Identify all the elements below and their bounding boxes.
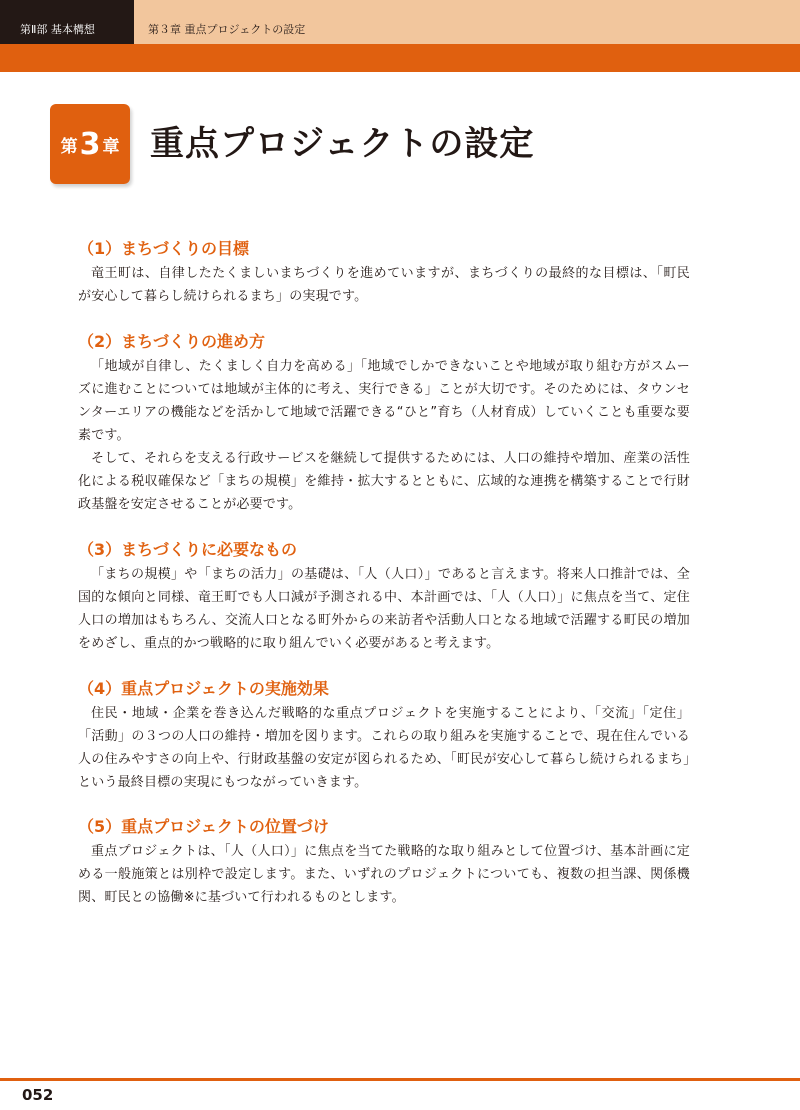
section-heading: （4）重点プロジェクトの実施効果 <box>78 679 329 698</box>
body-paragraph: そして、それらを支える行政サービスを継続して提供するためには、人口の維持や増加、産業の活性化による税収確保など「まちの規模」を維持・拡大するとともに、広域的な連携を構築することで行財政基盤を安定させることが必要です。 <box>78 451 690 512</box>
section-approach <box>78 329 690 516</box>
page-number: 052 <box>22 1086 54 1104</box>
header-accent-band <box>0 44 800 72</box>
section-effects <box>78 676 690 794</box>
header-chapter-label: 第３章 重点プロジェクトの設定 <box>148 23 306 36</box>
section-heading: （5）重点プロジェクトの位置づけ <box>78 817 329 836</box>
section-heading: （3）まちづくりに必要なもの <box>78 540 297 559</box>
section-positioning <box>78 814 690 909</box>
chapter-prefix: 第 <box>60 136 78 157</box>
footer-rule <box>0 1078 800 1081</box>
page-title: 重点プロジェクトの設定 <box>150 124 535 164</box>
header-chapter-tab <box>134 0 800 44</box>
body-paragraph: 「まちの規模」や「まちの活力」の基礎は、「人（人口）」であると言えます。将来人口推計では、全国的な傾向と同様、竜王町でも人口減が予測される中、本計画では、「人（人口）」に焦点を当て、定住人口の増加はもちろん、交流人口となる町外からの来訪者や活動人口となる地域で活躍する町民の増加をめざし、重点的かつ戦略的に取り組んでいく必要があると考えます。 <box>78 567 690 651</box>
header-part-label: 第Ⅱ部 基本構想 <box>20 23 95 36</box>
body-paragraph: 「地域が自律し、たくましく自力を高める」「地域でしかできないことや地域が取り組む方がスムーズに進むことについては地域が主体的に考え、実行できる」ことが大切です。そのためには、タウンセンターエリアの機能などを活かして地域で活躍できる“ひと”育ち（人材育成）していくことも重要な要素です。 <box>78 359 690 443</box>
section-goal <box>78 236 690 308</box>
section-essentials <box>78 537 690 655</box>
body-paragraph: 竜王町は、自律したたくましいまちづくりを進めていますが、まちづくりの最終的な目標は、「町民が安心して暮らし続けられるまち」の実現です。 <box>78 266 690 304</box>
body-paragraph: 重点プロジェクトは、「人（人口）」に焦点を当てた戦略的な取り組みとして位置づけ、基本計画に定める一般施策とは別枠で設定します。また、いずれのプロジェクトについても、複数の担当課、関係機関、町民との協働※に基づいて行われるものとします。 <box>78 844 690 905</box>
chapter-suffix: 章 <box>102 136 120 157</box>
section-heading: （1）まちづくりの目標 <box>78 239 249 258</box>
header-part-tab <box>0 0 134 44</box>
chapter-number: 3 <box>79 126 101 162</box>
section-heading: （2）まちづくりの進め方 <box>78 332 265 351</box>
body-paragraph: 住民・地域・企業を巻き込んだ戦略的な重点プロジェクトを実施することにより、「交流」「定住」「活動」の３つの人口の維持・増加を図ります。これらの取り組みを実施することで、現在住んでいる人の住みやすさの向上や、行財政基盤の安定が図られるため、「町民が安心して暮らし続けられるまち」という最終目標の実現にもつながっていきます。 <box>78 706 690 790</box>
chapter-badge <box>50 104 130 184</box>
